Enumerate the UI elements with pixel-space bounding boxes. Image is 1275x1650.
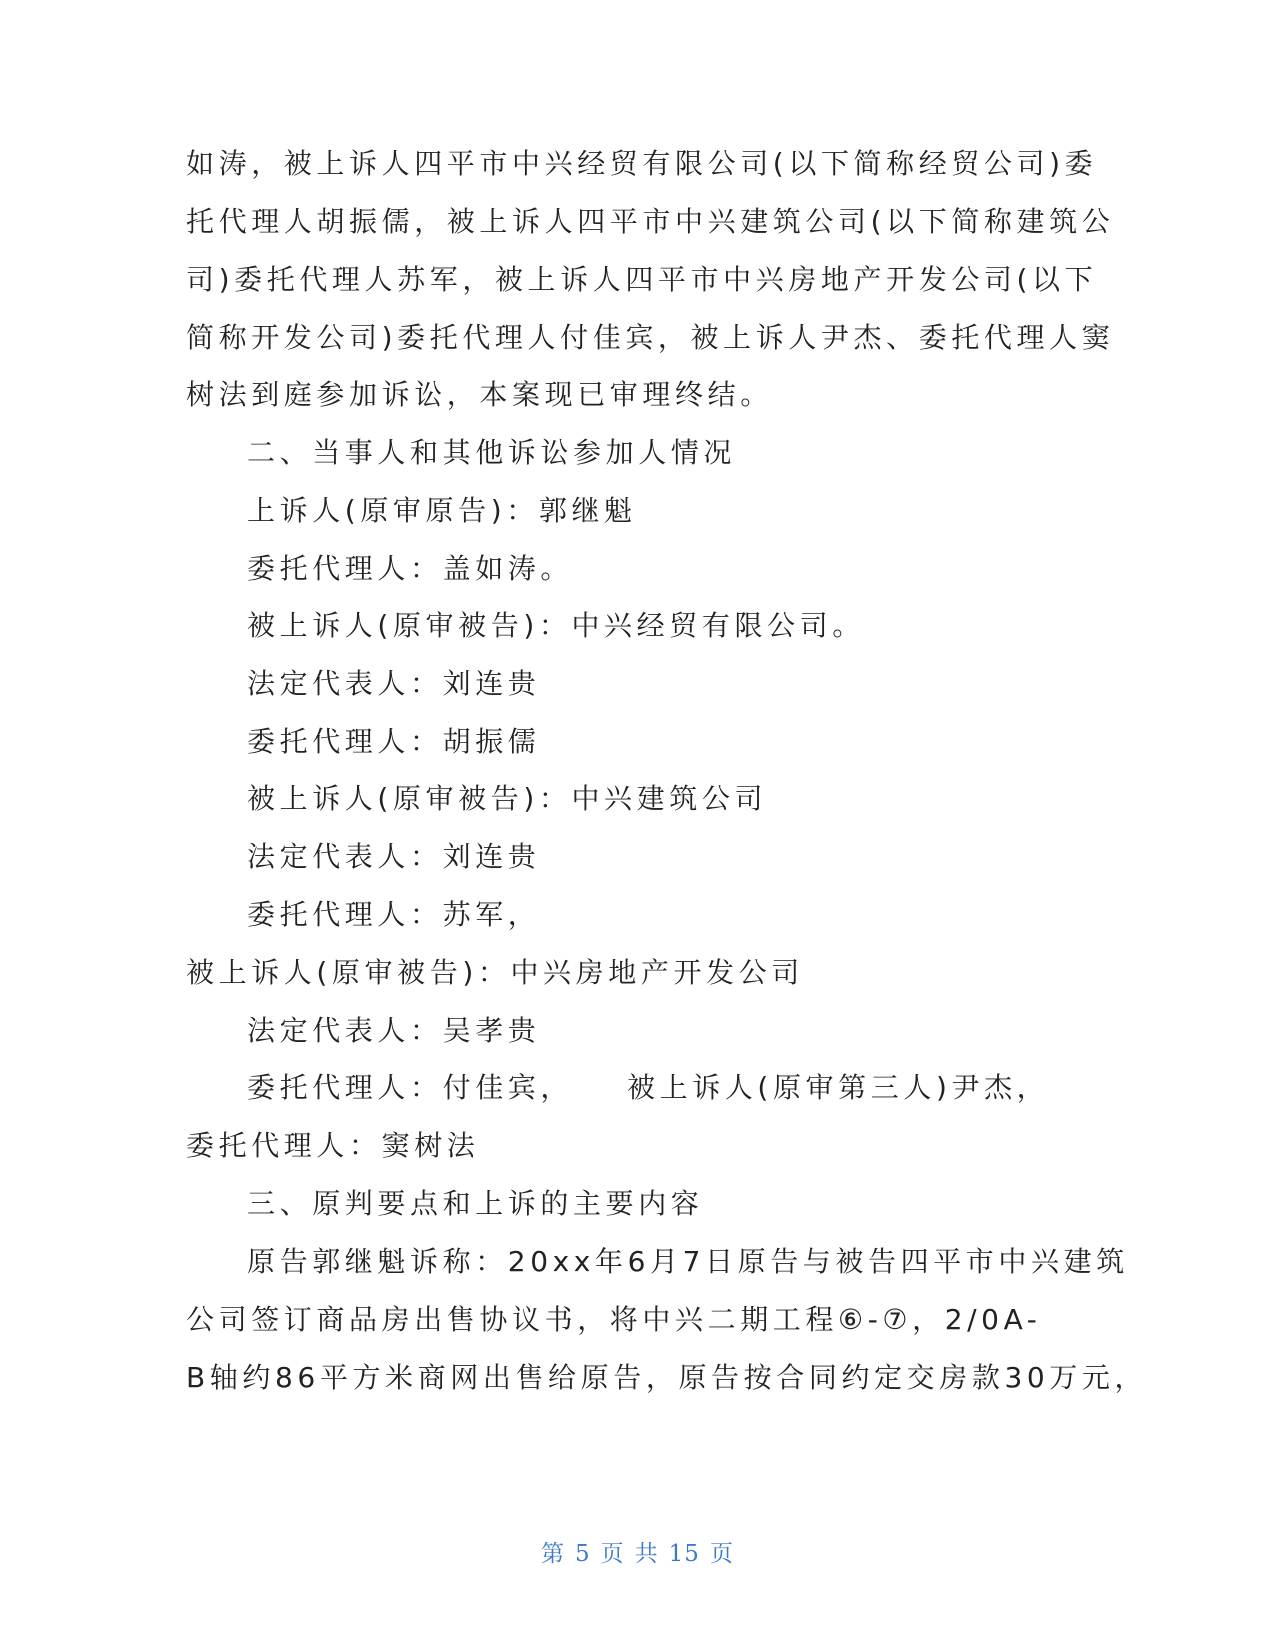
paragraph-line: 原告郭继魁诉称：20xx年6月7日原告与被告四平市中兴建筑 [247, 1245, 1129, 1278]
party-appellee-2-representative: 法定代表人：刘连贵 [247, 840, 541, 873]
page-number-footer: 第 5 页 共 15 页 [541, 1541, 734, 1567]
party-appellee-3: 被上诉人(原审被告)：中兴房地产开发公司 [186, 956, 804, 989]
party-appellee-2-agent: 委托代理人：苏军， [247, 898, 541, 931]
paragraph-line: 托代理人胡振儒，被上诉人四平市中兴建筑公司(以下简称建筑公 [186, 205, 1115, 238]
party-appellee-3-agent: 委托代理人：付佳宾， [247, 1071, 574, 1104]
paragraph-line: 树法到庭参加诉讼，本案现已审理终结。 [186, 378, 773, 411]
section-heading: 二、当事人和其他诉讼参加人情况 [247, 436, 737, 469]
section-heading: 三、原判要点和上诉的主要内容 [247, 1187, 704, 1220]
total-pages-number: 15 [668, 1541, 700, 1567]
party-appellee-3-representative: 法定代表人：吴孝贵 [247, 1014, 541, 1047]
party-appellee-1: 被上诉人(原审被告)：中兴经贸有限公司。 [247, 609, 865, 642]
paragraph-line: B轴约86平方米商网出售给原告，原告按合同约定交房款30万元， [186, 1361, 1148, 1394]
party-appellee-3-agent-line [247, 1070, 1147, 1106]
paragraph-line: 如涛，被上诉人四平市中兴经贸有限公司(以下简称经贸公司)委 [186, 147, 1098, 180]
paragraph-line: 司)委托代理人苏军，被上诉人四平市中兴房地产开发公司(以下 [186, 263, 1098, 296]
party-appellee-4-agent: 委托代理人：窦树法 [186, 1129, 480, 1162]
paragraph-line: 公司签订商品房出售协议书，将中兴二期工程⑥-⑦，2/0A- [186, 1303, 1042, 1336]
party-appellant-agent: 委托代理人：盖如涛。 [247, 552, 574, 585]
party-appellee-2: 被上诉人(原审被告)：中兴建筑公司 [247, 782, 768, 815]
party-appellee-1-agent: 委托代理人：胡振儒 [247, 725, 541, 758]
current-page-number: 5 [575, 1541, 591, 1567]
party-appellee-1-representative: 法定代表人：刘连贵 [247, 667, 541, 700]
party-appellant: 上诉人(原审原告)：郭继魁 [247, 494, 637, 527]
party-appellee-4: 被上诉人(原审第三人)尹杰， [627, 1071, 1050, 1104]
paragraph-line: 简称开发公司)委托代理人付佳宾，被上诉人尹杰、委托代理人窦 [186, 321, 1115, 354]
